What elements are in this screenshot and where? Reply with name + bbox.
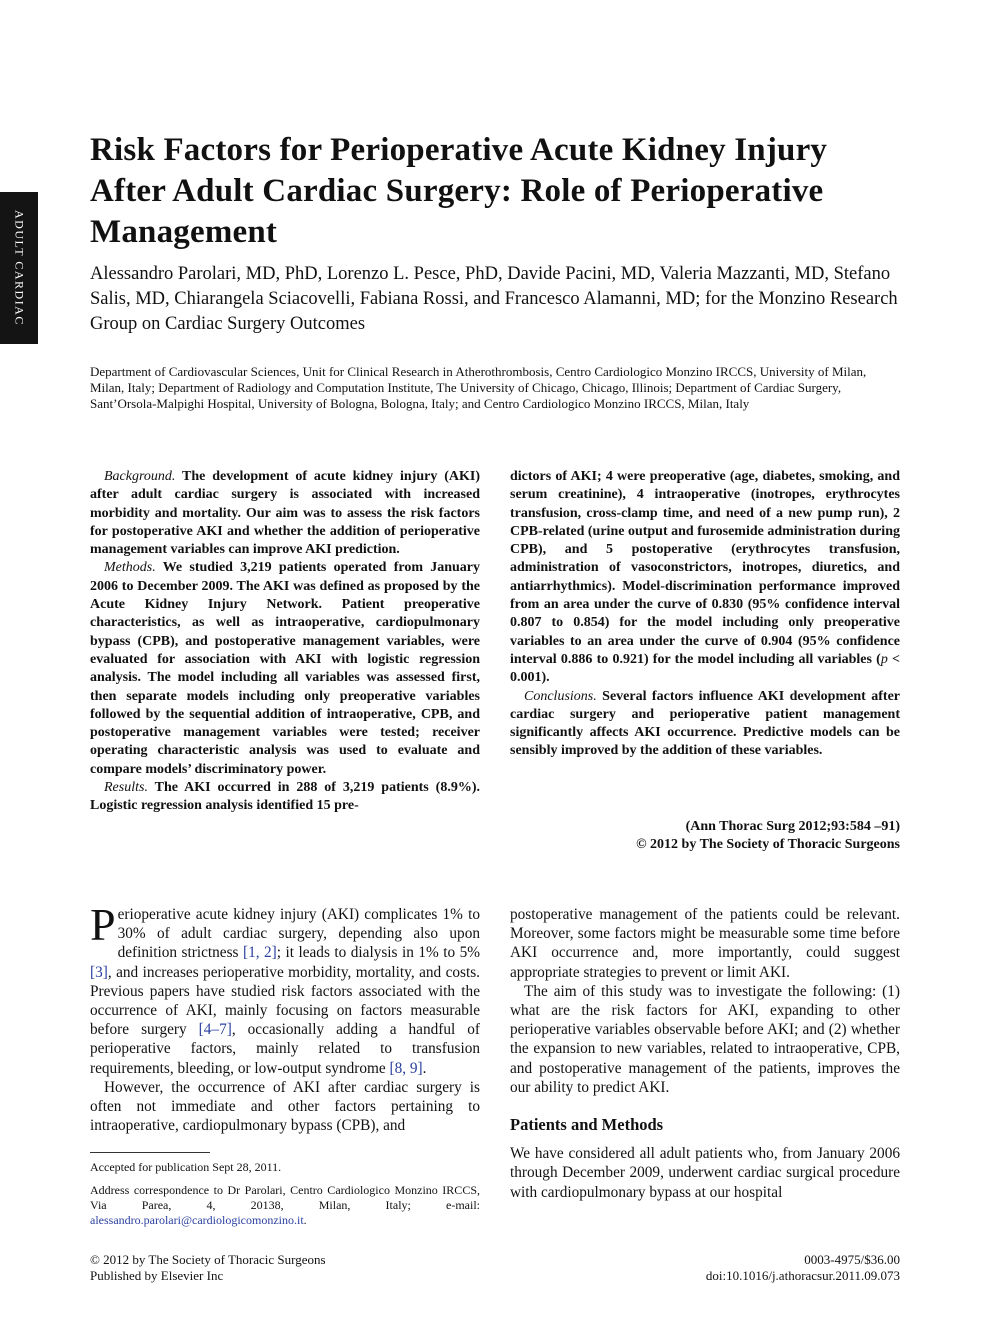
section-tab-label: ADULT CARDIAC	[12, 210, 27, 326]
accepted-note: Accepted for publication Sept 28, 2011.	[90, 1160, 282, 1174]
email-link[interactable]: alessandro.parolari@cardiologicomonzino.it	[90, 1213, 304, 1227]
footer-price: 0003-4975/$36.00	[804, 1252, 900, 1267]
affiliations: Department of Cardiovascular Sciences, Unit for Clinical Research in Atherothrombosis, Centro Cardiologico Monzino IRCCS, University of Milan, Milan, Italy; Department of Radiology and Computation Institute, The University of Chicago, Chicago, Illinois; Department of Cardiac Surgery, Sant’Orsola-Malpighi Hospital, University of Bologna, Bologna, Italy; and Centro Cardiologico Monzino IRCCS, Milan, Italy	[90, 364, 867, 411]
results-text-part2a: dictors of AKI; 4 were preoperative (age, diabetes, smoking, and serum creatinine), 4 intraoperative (inotropes, erythrocytes transfusion, cross-clamp time, and need of a new pump run), 2 CPB-related (urine output and furosemide administration during CPB), and 5 postoperative (erythrocytes transfusion, administration of vasoconstrictors, inotropes, diuretics, and antiarrhythmics). Model-discrimination performance improved from an area under the curve of 0.830 (95% confidence interval 0.807 to 0.854) for the model including only preoperative variables to an area under the curve of 0.904 (95% confidence interval 0.886 to 0.921) for the model including all variables (	[510, 469, 900, 667]
intro-text-e: .	[422, 1059, 427, 1077]
abstract-background	[90, 468, 480, 559]
ref-link-1-2[interactable]: [1, 2]	[242, 944, 277, 962]
abstract-right-column	[510, 468, 900, 761]
intro-text-b: ; it leads to dialysis in 1% to 5%	[276, 944, 480, 962]
intro-paragraph-1	[90, 899, 480, 1078]
background-label: Background.	[104, 469, 176, 484]
p-value-symbol: p	[880, 651, 888, 667]
ref-link-3[interactable]: [3]	[90, 963, 108, 981]
intro-text-c: , and increases perioperative morbidity, mortality, and costs. Previous papers have studied risk factors associated with the occurrence of AKI, mainly focusing on factors measurable before surgery	[90, 963, 480, 1039]
abstract-results-continued	[510, 468, 900, 688]
intro-paragraph-2-continued: postoperative management of the patients could be relevant. Moreover, some factors might be measurable some time before AKI occurrence and, more importantly, could suggest appropriate strategies to prevent or limit AKI.	[510, 906, 900, 981]
methods-label: Methods.	[104, 560, 156, 576]
page-footer-left	[90, 1252, 326, 1283]
section-tab	[0, 192, 38, 344]
body-right-column	[510, 905, 900, 1202]
abstract-results	[90, 779, 480, 816]
footnote-divider	[90, 1152, 210, 1153]
correspondence-note	[90, 1183, 480, 1228]
abstract-conclusions	[510, 688, 900, 761]
citation-reference: (Ann Thorac Surg 2012;93:584 –91)	[685, 819, 900, 834]
page-footer-right	[600, 1252, 900, 1283]
results-text-part2b: < 0.001).	[510, 651, 900, 686]
intro-paragraph-3: The aim of this study was to investigate the following: (1) what are the risk factors for AKI, expanding to other perioperative variables observable before AKI; and (2) whether the expansion to new variables, related to intraoperative, CPB, and postoperative management of the patients, improves the our ability to predict AKI.	[510, 982, 900, 1096]
section-heading: Patients and Methods	[510, 1115, 664, 1135]
results-label: Results.	[104, 780, 148, 796]
results-text-part1: The AKI occurred in 288 of 3,219 patients (8.9%). Logistic regression analysis identified 15 pre-	[90, 780, 480, 814]
ref-link-8-9[interactable]: [8, 9]	[389, 1059, 423, 1077]
body-left-column	[90, 899, 480, 1135]
footer-publisher: Published by Elsevier Inc	[90, 1267, 224, 1283]
journal-citation	[510, 818, 900, 854]
drop-cap: P	[90, 899, 116, 950]
intro-text-a: erioperative acute kidney injury (AKI) complicates 1% to 30% of adult cardiac surgery, depending also upon definition strictness	[117, 906, 480, 962]
conclusions-text: Several factors influence AKI development after cardiac surgery and perioperative patient management significantly affects AKI occurrence. Predictive models can be sensibly improved by the addition of these variables.	[510, 688, 900, 759]
methods-paragraph-1: We have considered all adult patients who, from January 2006 through December 2009, underwent cardiac surgical procedure with cardiopulmonary bypass at our hospital	[510, 1145, 900, 1201]
correspondence-period: .	[303, 1213, 307, 1227]
intro-paragraph-2: However, the occurrence of AKI after cardiac surgery is often not immediate and other factors pertaining to intraoperative, cardiopulmonary bypass (CPB), and	[90, 1078, 480, 1135]
footnotes	[90, 1160, 480, 1236]
ref-link-4-7[interactable]: [4–7]	[198, 1021, 232, 1039]
citation-copyright: © 2012 by The Society of Thoracic Surgeons	[636, 837, 900, 852]
intro-text-d: , occasionally adding a handful of perioperative factors, mainly related to transfusion requirements, bleeding, or low-output syndrome	[90, 1021, 480, 1077]
footer-doi: doi:10.1016/j.athoracsur.2011.09.073	[705, 1267, 900, 1283]
abstract-left-column	[90, 468, 480, 816]
abstract-methods	[90, 559, 480, 779]
correspondence-text: Address correspondence to Dr Parolari, Centro Cardiologico Monzino IRCCS, Via Parea, 4, 20138, Milan, Italy; e-mail:	[90, 1183, 480, 1212]
background-text: The development of acute kidney injury (AKI) after adult cardiac surgery is associated with increased morbidity and mortality. Our aim was to assess the risk factors for postoperative AKI and whether the addition of perioperative management variables can improve AKI prediction.	[90, 469, 480, 558]
article-title: Risk Factors for Perioperative Acute Kidney Injury After Adult Cardiac Surgery: Role of Perioperative Management	[90, 132, 828, 250]
author-list: Alessandro Parolari, MD, PhD, Lorenzo L. Pesce, PhD, Davide Pacini, MD, Valeria Mazzanti, MD, Stefano Salis, MD, Chiarangela Sciacovelli, Fabiana Rossi, and Francesco Alamanni, MD; for the Monzino Research Group on Cardiac Surgery Outcomes	[90, 264, 898, 334]
footer-copyright: © 2012 by The Society of Thoracic Surgeons	[90, 1252, 326, 1267]
methods-text: We studied 3,219 patients operated from January 2006 to December 2009. The AKI was defined as proposed by the Acute Kidney Injury Network. Patient preoperative characteristics, as well as intraoperative, cardiopulmonary bypass (CPB), and postoperative management variables, were evaluated for association with AKI with logistic regression analysis. The model including all variables was assessed first, then separate models including only preoperative variables followed by the sequential addition of intraoperative, CPB, and postoperative management variables were tested; receiver operating characteristic analysis was used to evaluate and compare models’ discriminatory power.	[90, 560, 480, 777]
conclusions-label: Conclusions.	[524, 688, 597, 704]
